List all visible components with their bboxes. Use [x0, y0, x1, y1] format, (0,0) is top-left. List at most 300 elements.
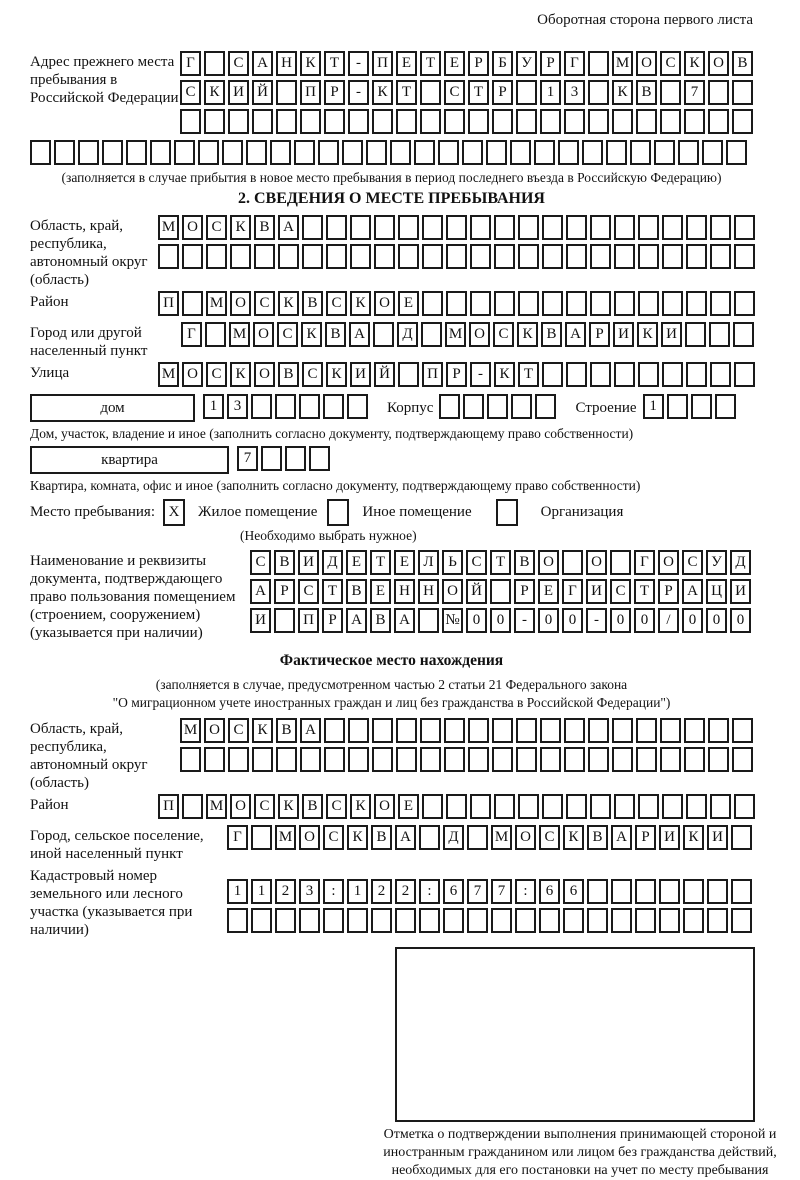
char-cell[interactable]: О: [254, 362, 275, 387]
char-cell[interactable]: П: [158, 794, 179, 819]
char-cell[interactable]: [348, 109, 369, 134]
char-cell[interactable]: [685, 322, 706, 347]
char-cell[interactable]: [491, 908, 512, 933]
char-cell[interactable]: [590, 244, 611, 269]
char-cell[interactable]: Г: [180, 51, 201, 76]
char-cell[interactable]: [518, 215, 539, 240]
char-cell[interactable]: [707, 908, 728, 933]
char-cell[interactable]: [462, 140, 483, 165]
char-cell[interactable]: О: [636, 51, 657, 76]
char-cell[interactable]: [566, 794, 587, 819]
char-cell[interactable]: О: [586, 550, 607, 575]
char-cell[interactable]: Н: [394, 579, 415, 604]
char-cell[interactable]: А: [250, 579, 271, 604]
char-cell[interactable]: [371, 908, 392, 933]
char-cell[interactable]: В: [514, 550, 535, 575]
char-cell[interactable]: 0: [538, 608, 559, 633]
char-cell[interactable]: Е: [394, 550, 415, 575]
char-cell[interactable]: С: [682, 550, 703, 575]
char-cell[interactable]: [662, 244, 683, 269]
char-cell[interactable]: [420, 80, 441, 105]
char-cell[interactable]: [158, 244, 179, 269]
char-cell[interactable]: №: [442, 608, 463, 633]
char-cell[interactable]: [662, 291, 683, 316]
char-cell[interactable]: М: [206, 794, 227, 819]
char-cell[interactable]: С: [277, 322, 298, 347]
char-cell[interactable]: Р: [492, 80, 513, 105]
char-cell[interactable]: [204, 747, 225, 772]
char-cell[interactable]: Р: [324, 80, 345, 105]
char-cell[interactable]: [228, 109, 249, 134]
char-cell[interactable]: [470, 291, 491, 316]
char-cell[interactable]: [396, 747, 417, 772]
char-cell[interactable]: [684, 718, 705, 743]
char-cell[interactable]: [582, 140, 603, 165]
char-cell[interactable]: [660, 747, 681, 772]
char-cell[interactable]: [654, 140, 675, 165]
char-cell[interactable]: 1: [251, 879, 272, 904]
char-cell[interactable]: [348, 718, 369, 743]
char-cell[interactable]: Р: [322, 608, 343, 633]
char-cell[interactable]: [659, 879, 680, 904]
char-cell[interactable]: [638, 794, 659, 819]
char-cell[interactable]: [347, 908, 368, 933]
char-cell[interactable]: [420, 718, 441, 743]
char-cell[interactable]: Р: [540, 51, 561, 76]
char-cell[interactable]: С: [298, 579, 319, 604]
char-cell[interactable]: [516, 747, 537, 772]
char-cell[interactable]: [252, 747, 273, 772]
char-cell[interactable]: [30, 140, 51, 165]
char-cell[interactable]: [566, 362, 587, 387]
char-cell[interactable]: [492, 747, 513, 772]
char-cell[interactable]: Р: [589, 322, 610, 347]
char-cell[interactable]: Г: [634, 550, 655, 575]
char-cell[interactable]: [446, 244, 467, 269]
char-cell[interactable]: О: [374, 291, 395, 316]
char-cell[interactable]: М: [180, 718, 201, 743]
char-cell[interactable]: С: [610, 579, 631, 604]
char-cell[interactable]: [734, 794, 755, 819]
char-cell[interactable]: [588, 51, 609, 76]
char-cell[interactable]: Е: [398, 291, 419, 316]
char-cell[interactable]: 0: [610, 608, 631, 633]
char-cell[interactable]: [270, 140, 291, 165]
char-cell[interactable]: С: [326, 794, 347, 819]
char-cell[interactable]: К: [684, 51, 705, 76]
char-cell[interactable]: 0: [730, 608, 751, 633]
char-cell[interactable]: [540, 109, 561, 134]
char-cell[interactable]: М: [206, 291, 227, 316]
char-cell[interactable]: [302, 215, 323, 240]
char-cell[interactable]: [470, 244, 491, 269]
char-cell[interactable]: [204, 51, 225, 76]
char-cell[interactable]: О: [253, 322, 274, 347]
char-cell[interactable]: [126, 140, 147, 165]
char-cell[interactable]: [636, 109, 657, 134]
char-cell[interactable]: 7: [684, 80, 705, 105]
char-cell[interactable]: [635, 879, 656, 904]
char-cell[interactable]: [372, 747, 393, 772]
char-cell[interactable]: [227, 908, 248, 933]
char-cell[interactable]: [318, 140, 339, 165]
char-cell[interactable]: В: [541, 322, 562, 347]
char-cell[interactable]: [398, 362, 419, 387]
char-cell[interactable]: В: [302, 291, 323, 316]
char-cell[interactable]: [204, 109, 225, 134]
char-cell[interactable]: [78, 140, 99, 165]
char-cell[interactable]: М: [612, 51, 633, 76]
char-cell[interactable]: С: [206, 362, 227, 387]
char-cell[interactable]: [662, 215, 683, 240]
char-cell[interactable]: [414, 140, 435, 165]
char-cell[interactable]: И: [661, 322, 682, 347]
char-cell[interactable]: С: [444, 80, 465, 105]
char-cell[interactable]: С: [250, 550, 271, 575]
char-cell[interactable]: [494, 794, 515, 819]
char-cell[interactable]: К: [204, 80, 225, 105]
char-cell[interactable]: Е: [346, 550, 367, 575]
char-cell[interactable]: Р: [468, 51, 489, 76]
char-cell[interactable]: [398, 215, 419, 240]
char-cell[interactable]: К: [563, 825, 584, 850]
char-cell[interactable]: Д: [322, 550, 343, 575]
char-cell[interactable]: И: [659, 825, 680, 850]
char-cell[interactable]: [438, 140, 459, 165]
char-cell[interactable]: [588, 747, 609, 772]
char-cell[interactable]: [511, 394, 532, 419]
char-cell[interactable]: О: [708, 51, 729, 76]
char-cell[interactable]: [660, 80, 681, 105]
char-cell[interactable]: 1: [540, 80, 561, 105]
char-cell[interactable]: [278, 244, 299, 269]
char-cell[interactable]: 6: [539, 879, 560, 904]
char-cell[interactable]: [254, 244, 275, 269]
char-cell[interactable]: [638, 291, 659, 316]
char-cell[interactable]: И: [613, 322, 634, 347]
apartment-widebox[interactable]: квартира: [30, 446, 229, 474]
char-cell[interactable]: [494, 291, 515, 316]
char-cell[interactable]: И: [250, 608, 271, 633]
char-cell[interactable]: [614, 794, 635, 819]
char-cell[interactable]: [420, 109, 441, 134]
char-cell[interactable]: О: [374, 794, 395, 819]
char-cell[interactable]: [252, 109, 273, 134]
char-cell[interactable]: [612, 747, 633, 772]
char-cell[interactable]: [182, 291, 203, 316]
char-cell[interactable]: [731, 908, 752, 933]
char-cell[interactable]: [323, 908, 344, 933]
char-cell[interactable]: С: [466, 550, 487, 575]
char-cell[interactable]: [614, 215, 635, 240]
char-cell[interactable]: [710, 362, 731, 387]
char-cell[interactable]: Т: [370, 550, 391, 575]
char-cell[interactable]: О: [299, 825, 320, 850]
char-cell[interactable]: [275, 394, 296, 419]
char-cell[interactable]: [468, 747, 489, 772]
char-cell[interactable]: И: [228, 80, 249, 105]
char-cell[interactable]: 7: [467, 879, 488, 904]
char-cell[interactable]: [444, 718, 465, 743]
char-cell[interactable]: [539, 908, 560, 933]
char-cell[interactable]: [614, 244, 635, 269]
char-cell[interactable]: В: [371, 825, 392, 850]
char-cell[interactable]: [611, 879, 632, 904]
char-cell[interactable]: [726, 140, 747, 165]
char-cell[interactable]: -: [470, 362, 491, 387]
char-cell[interactable]: А: [395, 825, 416, 850]
char-cell[interactable]: [443, 908, 464, 933]
char-cell[interactable]: В: [274, 550, 295, 575]
char-cell[interactable]: К: [347, 825, 368, 850]
char-cell[interactable]: В: [636, 80, 657, 105]
char-cell[interactable]: [590, 794, 611, 819]
char-cell[interactable]: [326, 244, 347, 269]
char-cell[interactable]: [102, 140, 123, 165]
char-cell[interactable]: [395, 908, 416, 933]
char-cell[interactable]: 3: [299, 879, 320, 904]
char-cell[interactable]: [732, 718, 753, 743]
char-cell[interactable]: [662, 362, 683, 387]
char-cell[interactable]: 7: [491, 879, 512, 904]
char-cell[interactable]: Н: [418, 579, 439, 604]
char-cell[interactable]: [684, 109, 705, 134]
char-cell[interactable]: [636, 718, 657, 743]
char-cell[interactable]: М: [491, 825, 512, 850]
char-cell[interactable]: К: [494, 362, 515, 387]
char-cell[interactable]: Р: [274, 579, 295, 604]
char-cell[interactable]: :: [323, 879, 344, 904]
char-cell[interactable]: [659, 908, 680, 933]
char-cell[interactable]: [678, 140, 699, 165]
char-cell[interactable]: [733, 322, 754, 347]
char-cell[interactable]: [180, 109, 201, 134]
char-cell[interactable]: Р: [658, 579, 679, 604]
char-cell[interactable]: [54, 140, 75, 165]
char-cell[interactable]: В: [276, 718, 297, 743]
char-cell[interactable]: [734, 215, 755, 240]
org-checkbox[interactable]: [496, 499, 518, 526]
char-cell[interactable]: [421, 322, 442, 347]
char-cell[interactable]: [732, 80, 753, 105]
char-cell[interactable]: К: [301, 322, 322, 347]
char-cell[interactable]: С: [493, 322, 514, 347]
char-cell[interactable]: /: [658, 608, 679, 633]
char-cell[interactable]: [540, 747, 561, 772]
char-cell[interactable]: [660, 718, 681, 743]
char-cell[interactable]: М: [275, 825, 296, 850]
char-cell[interactable]: Т: [420, 51, 441, 76]
char-cell[interactable]: И: [730, 579, 751, 604]
char-cell[interactable]: П: [300, 80, 321, 105]
char-cell[interactable]: -: [514, 608, 535, 633]
char-cell[interactable]: Р: [446, 362, 467, 387]
char-cell[interactable]: [587, 879, 608, 904]
char-cell[interactable]: В: [587, 825, 608, 850]
char-cell[interactable]: А: [300, 718, 321, 743]
char-cell[interactable]: [686, 291, 707, 316]
char-cell[interactable]: А: [252, 51, 273, 76]
char-cell[interactable]: Г: [181, 322, 202, 347]
char-cell[interactable]: [564, 109, 585, 134]
char-cell[interactable]: [686, 215, 707, 240]
char-cell[interactable]: Н: [276, 51, 297, 76]
char-cell[interactable]: [487, 394, 508, 419]
char-cell[interactable]: Т: [518, 362, 539, 387]
char-cell[interactable]: С: [228, 718, 249, 743]
char-cell[interactable]: [630, 140, 651, 165]
char-cell[interactable]: [470, 215, 491, 240]
char-cell[interactable]: [300, 747, 321, 772]
char-cell[interactable]: [611, 908, 632, 933]
char-cell[interactable]: [374, 215, 395, 240]
char-cell[interactable]: [228, 747, 249, 772]
char-cell[interactable]: А: [349, 322, 370, 347]
char-cell[interactable]: [734, 362, 755, 387]
char-cell[interactable]: О: [182, 215, 203, 240]
char-cell[interactable]: [636, 747, 657, 772]
char-cell[interactable]: В: [370, 608, 391, 633]
char-cell[interactable]: Т: [322, 579, 343, 604]
char-cell[interactable]: С: [180, 80, 201, 105]
char-cell[interactable]: [686, 362, 707, 387]
char-cell[interactable]: [222, 140, 243, 165]
char-cell[interactable]: [324, 109, 345, 134]
char-cell[interactable]: А: [682, 579, 703, 604]
char-cell[interactable]: [468, 109, 489, 134]
char-cell[interactable]: Р: [514, 579, 535, 604]
house-widebox[interactable]: дом: [30, 394, 195, 422]
char-cell[interactable]: [710, 291, 731, 316]
char-cell[interactable]: С: [326, 291, 347, 316]
char-cell[interactable]: М: [229, 322, 250, 347]
char-cell[interactable]: [686, 794, 707, 819]
char-cell[interactable]: К: [278, 794, 299, 819]
char-cell[interactable]: М: [445, 322, 466, 347]
char-cell[interactable]: [422, 244, 443, 269]
char-cell[interactable]: [731, 825, 752, 850]
char-cell[interactable]: 0: [490, 608, 511, 633]
char-cell[interactable]: [182, 244, 203, 269]
char-cell[interactable]: К: [326, 362, 347, 387]
char-cell[interactable]: С: [302, 362, 323, 387]
char-cell[interactable]: О: [538, 550, 559, 575]
char-cell[interactable]: У: [516, 51, 537, 76]
char-cell[interactable]: [542, 794, 563, 819]
char-cell[interactable]: 1: [227, 879, 248, 904]
char-cell[interactable]: [534, 140, 555, 165]
char-cell[interactable]: [366, 140, 387, 165]
char-cell[interactable]: О: [182, 362, 203, 387]
char-cell[interactable]: И: [586, 579, 607, 604]
char-cell[interactable]: [566, 291, 587, 316]
char-cell[interactable]: -: [348, 80, 369, 105]
char-cell[interactable]: [709, 322, 730, 347]
char-cell[interactable]: [515, 908, 536, 933]
char-cell[interactable]: [446, 215, 467, 240]
char-cell[interactable]: [612, 109, 633, 134]
char-cell[interactable]: Ь: [442, 550, 463, 575]
char-cell[interactable]: [542, 215, 563, 240]
char-cell[interactable]: [638, 215, 659, 240]
char-cell[interactable]: [590, 215, 611, 240]
char-cell[interactable]: В: [302, 794, 323, 819]
char-cell[interactable]: Б: [492, 51, 513, 76]
char-cell[interactable]: [564, 747, 585, 772]
char-cell[interactable]: К: [350, 794, 371, 819]
char-cell[interactable]: П: [298, 608, 319, 633]
char-cell[interactable]: [516, 718, 537, 743]
char-cell[interactable]: К: [372, 80, 393, 105]
char-cell[interactable]: [420, 747, 441, 772]
char-cell[interactable]: Г: [227, 825, 248, 850]
char-cell[interactable]: [396, 718, 417, 743]
char-cell[interactable]: [566, 215, 587, 240]
char-cell[interactable]: [422, 215, 443, 240]
char-cell[interactable]: [444, 109, 465, 134]
char-cell[interactable]: Т: [490, 550, 511, 575]
char-cell[interactable]: [494, 215, 515, 240]
char-cell[interactable]: А: [278, 215, 299, 240]
char-cell[interactable]: П: [422, 362, 443, 387]
char-cell[interactable]: Ц: [706, 579, 727, 604]
char-cell[interactable]: [710, 215, 731, 240]
char-cell[interactable]: Й: [252, 80, 273, 105]
char-cell[interactable]: [683, 908, 704, 933]
char-cell[interactable]: [422, 794, 443, 819]
char-cell[interactable]: [734, 244, 755, 269]
char-cell[interactable]: П: [372, 51, 393, 76]
char-cell[interactable]: [734, 291, 755, 316]
char-cell[interactable]: И: [350, 362, 371, 387]
char-cell[interactable]: 7: [237, 446, 258, 471]
char-cell[interactable]: [205, 322, 226, 347]
char-cell[interactable]: Е: [398, 794, 419, 819]
char-cell[interactable]: [732, 747, 753, 772]
char-cell[interactable]: К: [683, 825, 704, 850]
char-cell[interactable]: [516, 109, 537, 134]
char-cell[interactable]: [326, 215, 347, 240]
char-cell[interactable]: :: [515, 879, 536, 904]
char-cell[interactable]: Т: [396, 80, 417, 105]
char-cell[interactable]: Е: [396, 51, 417, 76]
char-cell[interactable]: [372, 109, 393, 134]
char-cell[interactable]: Т: [468, 80, 489, 105]
char-cell[interactable]: [422, 291, 443, 316]
char-cell[interactable]: О: [658, 550, 679, 575]
char-cell[interactable]: Г: [564, 51, 585, 76]
char-cell[interactable]: -: [586, 608, 607, 633]
char-cell[interactable]: К: [350, 291, 371, 316]
char-cell[interactable]: К: [230, 215, 251, 240]
char-cell[interactable]: [463, 394, 484, 419]
char-cell[interactable]: [446, 794, 467, 819]
char-cell[interactable]: [299, 908, 320, 933]
char-cell[interactable]: А: [611, 825, 632, 850]
char-cell[interactable]: [490, 579, 511, 604]
char-cell[interactable]: [562, 550, 583, 575]
char-cell[interactable]: К: [278, 291, 299, 316]
char-cell[interactable]: [419, 825, 440, 850]
char-cell[interactable]: [390, 140, 411, 165]
char-cell[interactable]: О: [204, 718, 225, 743]
char-cell[interactable]: В: [732, 51, 753, 76]
char-cell[interactable]: [348, 747, 369, 772]
char-cell[interactable]: [684, 747, 705, 772]
char-cell[interactable]: [518, 244, 539, 269]
char-cell[interactable]: О: [230, 794, 251, 819]
char-cell[interactable]: [230, 244, 251, 269]
